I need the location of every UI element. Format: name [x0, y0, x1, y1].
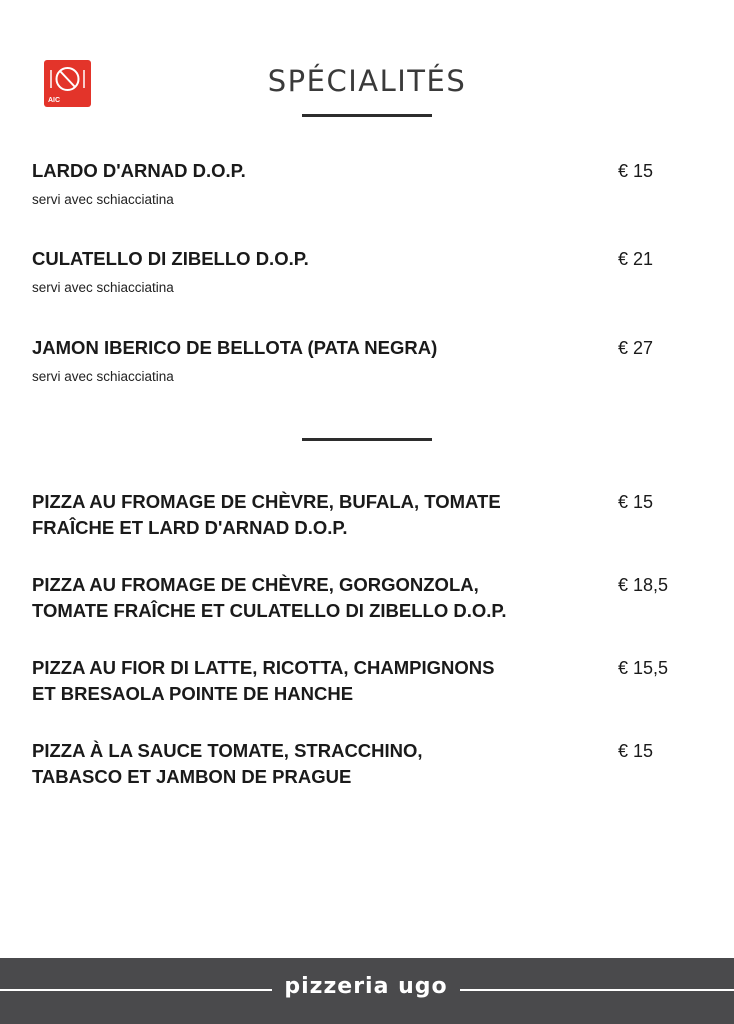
menu-item: [32, 335, 712, 384]
menu-item: [32, 655, 712, 707]
item-description: servi avec schiacciatina: [32, 280, 174, 295]
item-description: servi avec schiacciatina: [32, 369, 174, 384]
title-divider: [302, 114, 432, 117]
page-title: SPÉCIALITÉS: [267, 64, 467, 98]
item-price: € 15: [618, 492, 654, 512]
footer-line-left: [0, 989, 272, 991]
item-price: € 18,5: [618, 575, 669, 595]
item-name: PIZZA AU FROMAGE DE CHÈVRE, BUFALA, TOMATE FRAÎCHE ET LARD D'ARNAD D.O.P.: [32, 491, 501, 538]
menu-item: [32, 158, 712, 207]
footer: [0, 958, 734, 1024]
footer-line-right: [460, 989, 734, 991]
menu-item: [32, 572, 712, 624]
item-price: € 15: [618, 741, 654, 761]
item-description: servi avec schiacciatina: [32, 192, 174, 207]
item-price: € 15: [618, 161, 654, 181]
logo-text: AIC: [48, 97, 61, 104]
item-price: € 15,5: [618, 658, 669, 678]
item-name: LARDO D'ARNAD D.O.P.: [32, 160, 246, 181]
menu-item: [32, 489, 712, 541]
menu-item: [32, 738, 712, 790]
item-name: PIZZA À LA SAUCE TOMATE, STRACCHINO, TABASCO ET JAMBON DE PRAGUE: [32, 740, 423, 787]
item-name: CULATELLO DI ZIBELLO D.O.P.: [32, 248, 309, 269]
item-name: JAMON IBERICO DE BELLOTA (PATA NEGRA): [32, 337, 438, 358]
section-divider: [302, 438, 432, 441]
brand-name: pizzeria ugo: [284, 974, 448, 999]
menu-item: [32, 246, 712, 295]
item-name: PIZZA AU FROMAGE DE CHÈVRE, GORGONZOLA, TOMATE FRAÎCHE ET CULATELLO DI ZIBELLO D.O.P.: [32, 574, 507, 621]
item-price: € 21: [618, 249, 654, 269]
item-price: € 27: [618, 338, 654, 358]
item-name: PIZZA AU FIOR DI LATTE, RICOTTA, CHAMPIGNONS ET BRESAOLA POINTE DE HANCHE: [32, 657, 495, 704]
